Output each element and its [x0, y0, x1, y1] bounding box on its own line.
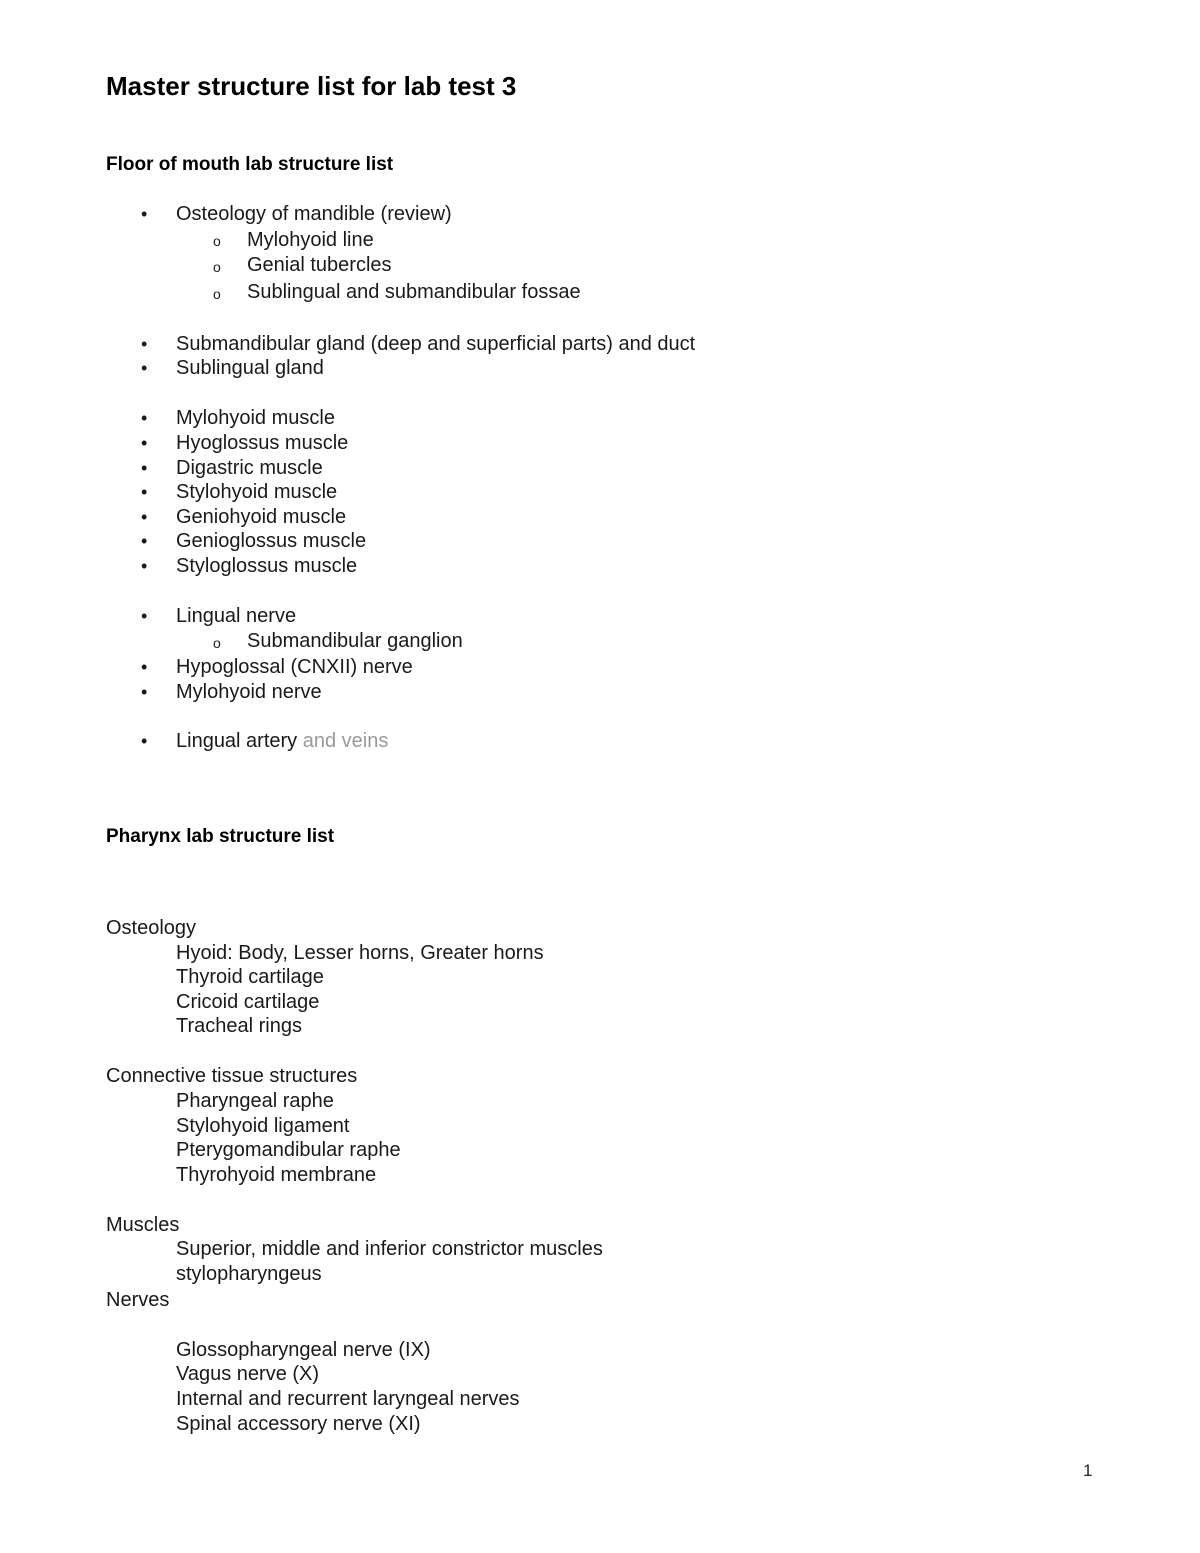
list-item: Lingual nerve	[176, 605, 297, 627]
bullet-icon: •	[141, 204, 148, 224]
list-item: Vagus nerve (X)	[176, 1363, 320, 1385]
sub-bullet-icon: o	[213, 233, 221, 249]
document-title: Master structure list for lab test 3	[106, 71, 517, 101]
list-item: Submandibular gland (deep and superficial parts) and duct	[176, 333, 696, 355]
list-item: Osteology of mandible (review)	[176, 203, 452, 225]
bullet-icon: •	[141, 507, 148, 527]
page-number: 1	[1083, 1461, 1093, 1480]
bullet-icon: •	[141, 531, 148, 551]
list-item: Spinal accessory nerve (XI)	[176, 1413, 421, 1435]
sub-list-item: Mylohyoid line	[247, 229, 374, 251]
list-item: Internal and recurrent laryngeal nerves	[176, 1388, 520, 1410]
list-item: Digastric muscle	[176, 457, 323, 479]
bullet-icon: •	[141, 657, 148, 677]
bullet-icon: •	[141, 458, 148, 478]
bullet-icon: •	[141, 606, 148, 626]
list-item: Geniohyoid muscle	[176, 506, 347, 528]
list-item: Superior, middle and inferior constrictor muscles	[176, 1238, 603, 1260]
sub-list-item: Sublingual and submandibular fossae	[247, 281, 581, 303]
bullet-icon: •	[141, 408, 148, 428]
list-item: Mylohyoid muscle	[176, 407, 335, 429]
group-label-connective: Connective tissue structures	[106, 1065, 358, 1087]
list-item: Stylohyoid muscle	[176, 481, 338, 503]
list-item: Pharyngeal raphe	[176, 1090, 334, 1112]
list-item: Hyoid: Body, Lesser horns, Greater horns	[176, 942, 544, 964]
bullet-icon: •	[141, 682, 148, 702]
list-item: Genioglossus muscle	[176, 530, 367, 552]
list-item: Thyrohyoid membrane	[176, 1164, 377, 1186]
list-item: Mylohyoid nerve	[176, 681, 322, 703]
sub-bullet-icon: o	[213, 286, 221, 302]
bullet-icon: •	[141, 334, 148, 354]
section-heading-floor-of-mouth: Floor of mouth lab structure list	[106, 154, 394, 175]
sub-bullet-icon: o	[213, 259, 221, 275]
group-label-muscles: Muscles	[106, 1214, 180, 1236]
group-label-nerves: Nerves	[106, 1289, 170, 1311]
list-item	[176, 729, 388, 753]
list-item: Hypoglossal (CNXII) nerve	[176, 656, 413, 678]
section-heading-pharynx: Pharynx lab structure list	[106, 826, 335, 847]
bullet-icon: •	[141, 731, 148, 751]
list-item: Pterygomandibular raphe	[176, 1139, 401, 1161]
list-item: Tracheal rings	[176, 1015, 302, 1037]
veins-text: and veins	[297, 730, 389, 752]
bullet-icon: •	[141, 358, 148, 378]
list-item: stylopharyngeus	[176, 1263, 322, 1285]
list-item: Stylohyoid ligament	[176, 1115, 350, 1137]
artery-text: Lingual artery	[176, 730, 298, 752]
bullet-icon: •	[141, 482, 148, 502]
list-item: Sublingual gland	[176, 357, 324, 379]
bullet-icon: •	[141, 556, 148, 576]
group-label-osteology: Osteology	[106, 917, 197, 939]
sub-list-item: Genial tubercles	[247, 254, 392, 276]
list-item: Cricoid cartilage	[176, 991, 320, 1013]
bullet-icon: •	[141, 433, 148, 453]
list-item: Glossopharyngeal nerve (IX)	[176, 1339, 431, 1361]
list-item: Hyoglossus muscle	[176, 432, 349, 454]
sub-bullet-icon: o	[213, 635, 221, 651]
list-item: Styloglossus muscle	[176, 555, 358, 577]
list-item: Thyroid cartilage	[176, 966, 324, 988]
sub-list-item: Submandibular ganglion	[247, 630, 463, 652]
